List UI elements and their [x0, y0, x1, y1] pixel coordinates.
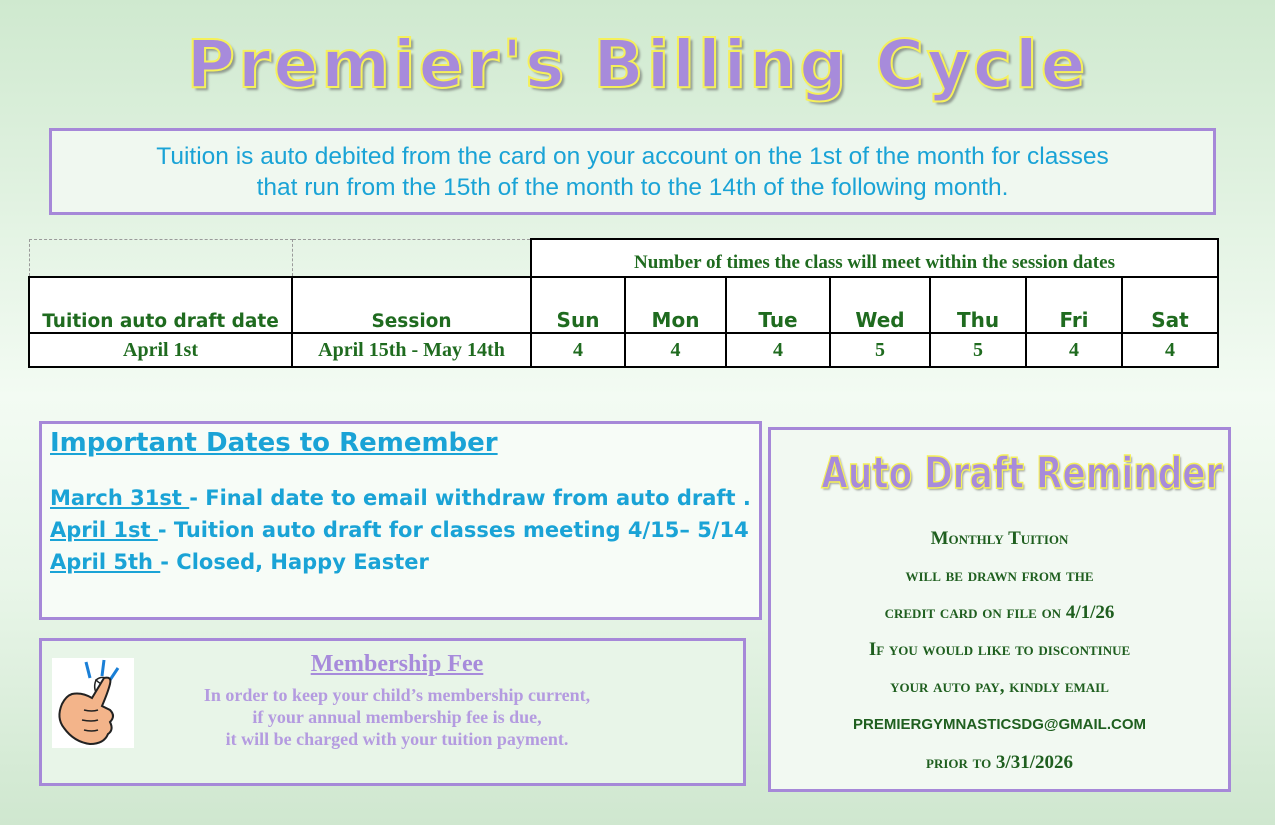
date-label: April 1st [50, 518, 158, 542]
cell-thu: 5 [930, 333, 1026, 367]
membership-fee-box [39, 638, 746, 786]
page-title: Premier's Billing Cycle [186, 26, 1089, 103]
column-header-fri: Fri [1026, 277, 1122, 333]
blank-cell [29, 239, 292, 277]
schedule-table [28, 238, 1219, 368]
intro-text [58, 141, 1208, 203]
cell-fri: 4 [1026, 333, 1122, 367]
important-dates-heading: Important Dates to Remember [50, 428, 498, 458]
table-row [29, 333, 1218, 367]
membership-line: it will be charged with your tuition payment. [225, 729, 569, 749]
date-description: - Closed, Happy Easter [160, 550, 429, 574]
schedule-group-header [531, 239, 1218, 277]
reminder-line: credit card on file on 4/1/26 [884, 602, 1115, 623]
auto-draft-reminder-box [768, 427, 1231, 792]
reminder-title: Auto Draft Reminder [821, 448, 1223, 499]
reminder-line: will be drawn from the [905, 565, 1094, 586]
cell-mon: 4 [625, 333, 726, 367]
cell-sun: 4 [531, 333, 625, 367]
cell-draft-date: April 1st [29, 333, 292, 367]
reminder-email: PREMIERGYMNASTICSDG@GMAIL.COM [853, 716, 1146, 733]
column-header-wed: Wed [830, 277, 930, 333]
reminder-line: Monthly Tuition [930, 528, 1069, 549]
date-label: March 31st [50, 486, 190, 510]
membership-line: if your annual membership fee is due, [252, 707, 542, 727]
group-header-text: Number of times the class will meet within the session dates [634, 252, 1115, 273]
list-item [50, 550, 429, 574]
date-description: - Final date to email withdraw from auto draft . [189, 486, 751, 510]
column-header-draft-date: Tuition auto draft date [29, 277, 292, 333]
date-label: April 5th [50, 550, 161, 574]
intro-line-2: that run from the 15th of the month to the 14th of the following month. [256, 173, 1009, 201]
cell-tue: 4 [726, 333, 830, 367]
cell-session: April 15th - May 14th [292, 333, 531, 367]
column-header-mon: Mon [625, 277, 726, 333]
column-header-sat: Sat [1122, 277, 1218, 333]
list-item [50, 518, 749, 542]
important-dates-box [39, 421, 762, 620]
column-header-session: Session [292, 277, 531, 333]
intro-line-1: Tuition is auto debited from the card on your account on the 1st of the month for classes [156, 142, 1109, 170]
reminder-line: prior to 3/31/2026 [926, 752, 1073, 773]
finger-string-reminder-icon [52, 658, 134, 748]
reminder-line: If you would like to discontinue [868, 639, 1131, 660]
intro-box [49, 128, 1216, 215]
column-header-sun: Sun [531, 277, 625, 333]
reminder-line: your auto pay, kindly email [890, 676, 1109, 697]
column-header-tue: Tue [726, 277, 830, 333]
column-header-thu: Thu [930, 277, 1026, 333]
membership-fee-title: Membership Fee [310, 651, 484, 677]
cell-wed: 5 [830, 333, 930, 367]
membership-line: In order to keep your child’s membership current, [203, 685, 591, 705]
blank-cell [292, 239, 531, 277]
cell-sat: 4 [1122, 333, 1218, 367]
list-item [50, 486, 751, 510]
date-description: - Tuition auto draft for classes meeting 4/15– 5/14 [157, 518, 749, 542]
